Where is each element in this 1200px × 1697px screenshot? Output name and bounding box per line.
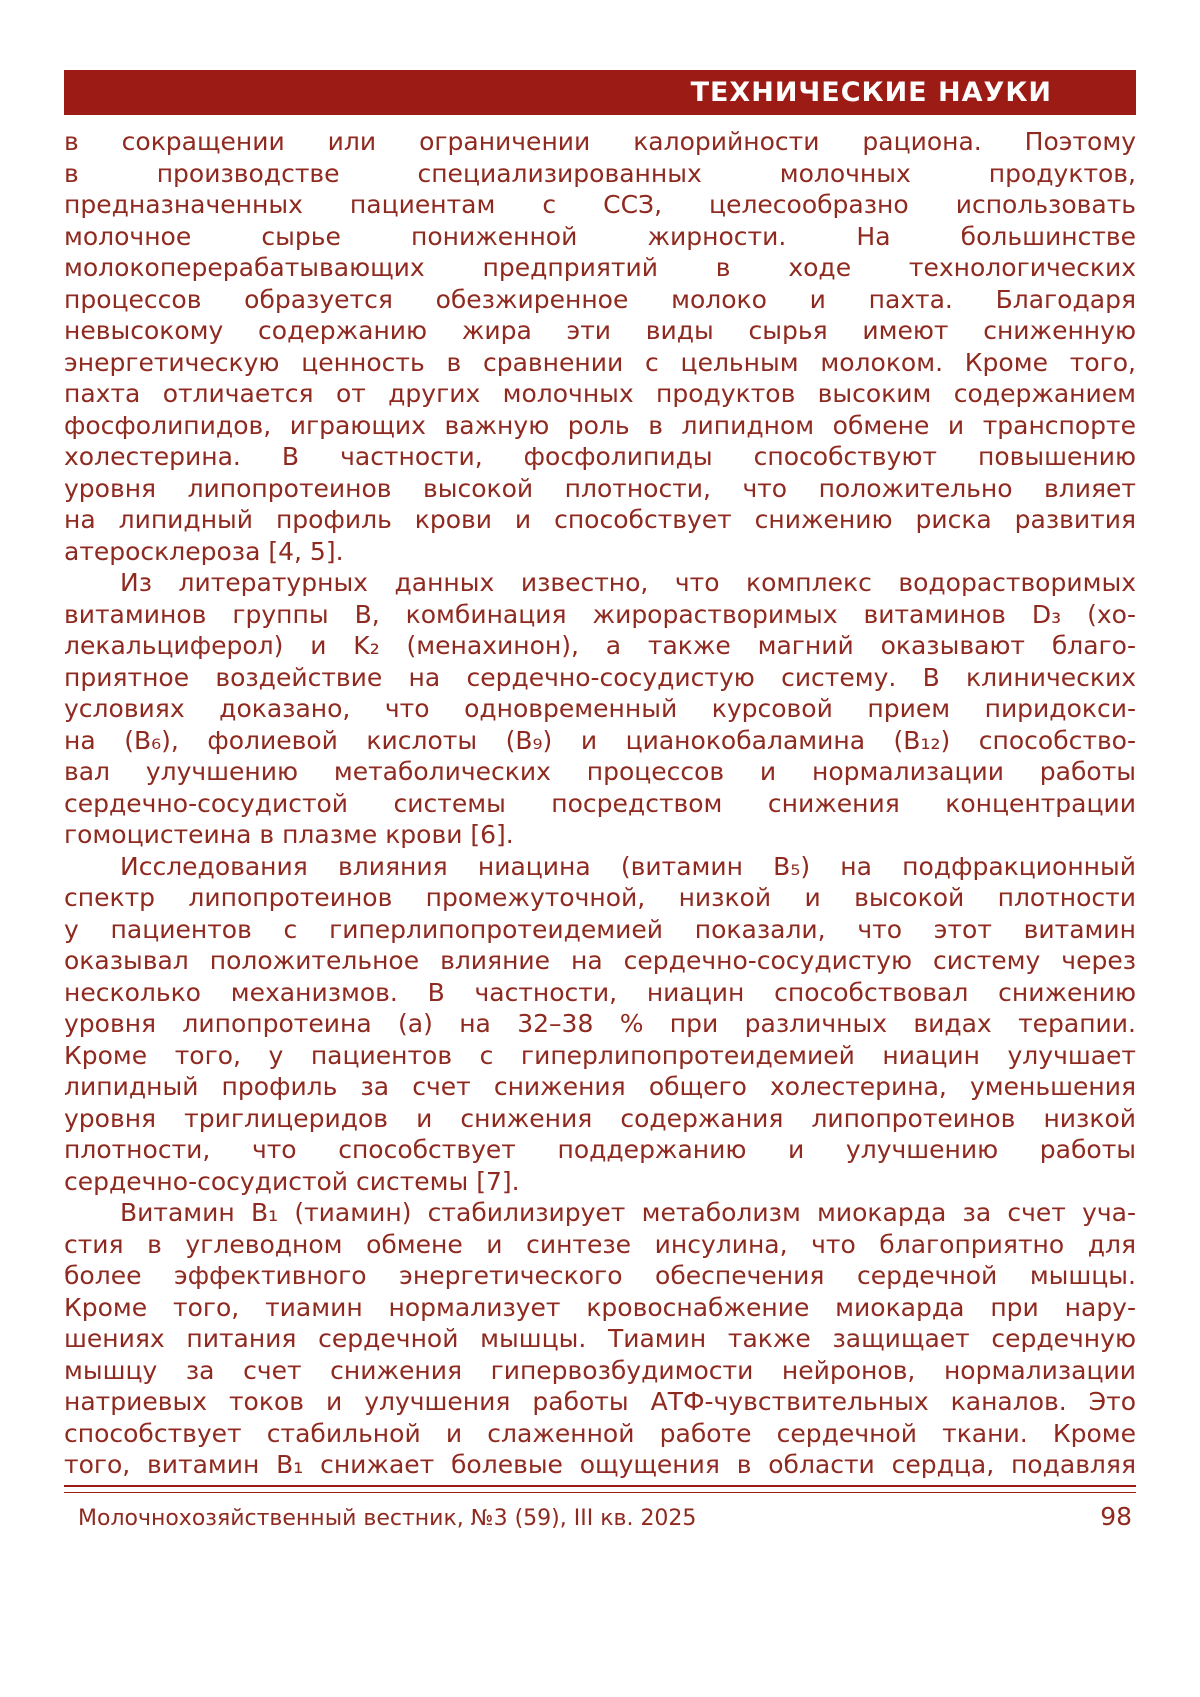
text-line: молочное сырье пониженной жирности. На большинстве [64, 221, 1136, 251]
text-line: в сокращении или ограничении калорийности рациона. Поэтому [64, 127, 1136, 156]
text-line: лекальциферол) и K₂ (менахинон), а также магний оказывают благо- [64, 631, 1136, 660]
text-line: на (B₆), фолиевой кислоты (B₉) и цианокобаламина (B₁₂) способство- [64, 725, 1136, 755]
text-line: невысокому содержанию жира эти виды сырья имеют сниженную [64, 316, 1136, 345]
text-line: плотности, что способствует поддержанию и улучшению работы [64, 1135, 1136, 1164]
text-line: Из литературных данных известно, что комплекс водорастворимых [120, 568, 1136, 597]
text-line: атеросклероза [4, 5]. [64, 536, 344, 566]
text-line: Исследования влияния ниацина (витамин B₅) на подфракционный [120, 851, 1136, 881]
text-line: способствует стабильной и слаженной работе сердечной ткани. Кроме [64, 1418, 1136, 1448]
paragraph [64, 851, 1136, 1198]
text-line: уровня липопротеинов высокой плотности, что положительно влияет [64, 473, 1136, 503]
text-line: Кроме того, у пациентов с гиперлипопротеидемией ниацин улучшает [64, 1040, 1136, 1070]
text-line: стия в углеводном обмене и синтезе инсулина, что благоприятно для [64, 1229, 1136, 1259]
text-line: того, витамин B₁ снижает болевые ощущения в области сердца, подавляя [64, 1450, 1136, 1479]
text-line: фосфолипидов, играющих важную роль в липидном обмене и транспорте [64, 410, 1136, 440]
text-line: условиях доказано, что одновременный курсовой прием пиридокси- [64, 694, 1136, 723]
paragraph [64, 567, 1136, 851]
text-line: молокоперерабатывающих предприятий в ходе технологических [64, 253, 1136, 282]
section-header-bar [64, 70, 1136, 115]
paragraph [64, 126, 1136, 567]
text-line: шениях питания сердечной мышцы. Тиамин также защищает сердечную [64, 1324, 1136, 1353]
text-line: процессов образуется обезжиренное молоко и пахта. Благодаря [64, 284, 1136, 314]
text-line: мышцу за счет снижения гипервозбудимости нейронов, нормализации [64, 1355, 1136, 1385]
text-line: вал улучшению метаболических процессов и нормализации работы [64, 757, 1136, 786]
journal-citation: Молочнохозяйственный вестник, №3 (59), III кв. 2025 [78, 1505, 697, 1531]
text-line: у пациентов с гиперлипопротеидемией показали, что этот витамин [64, 914, 1136, 944]
text-line: липидный профиль за счет снижения общего холестерина, уменьшения [64, 1072, 1136, 1101]
text-line: спектр липопротеинов промежуточной, низкой и высокой плотности [64, 883, 1136, 912]
text-line: гомоцистеина в плазме крови [6]. [64, 820, 514, 849]
text-line: на липидный профиль крови и способствует снижению риска развития [64, 505, 1136, 534]
text-line: приятное воздействие на сердечно-сосудистую систему. В клинических [64, 662, 1136, 692]
article-body [64, 126, 1136, 1481]
text-line: уровня липопротеина (а) на 32–38 % при различных видах терапии. [64, 1009, 1136, 1038]
section-title: ТЕХНИЧЕСКИЕ НАУКИ [690, 77, 1052, 108]
text-line: сердечно-сосудистой системы [7]. [64, 1166, 520, 1196]
paragraph [64, 1197, 1136, 1481]
footer-divider [64, 1485, 1136, 1493]
page-number: 98 [1100, 1501, 1132, 1531]
text-line: уровня триглицеридов и снижения содержания липопротеинов низкой [64, 1103, 1136, 1133]
text-line: холестерина. В частности, фосфолипиды способствуют повышению [64, 442, 1136, 471]
text-line: Кроме того, тиамин нормализует кровоснабжение миокарда при нару- [64, 1292, 1136, 1322]
text-line: в производстве специализированных молочных продуктов, [64, 158, 1136, 188]
text-line: оказывал положительное влияние на сердечно-сосудистую систему через [64, 946, 1136, 975]
text-line: витаминов группы B, комбинация жирорастворимых витаминов D₃ (хо- [64, 599, 1136, 629]
text-line: предназначенных пациентам с ССЗ, целесообразно использовать [64, 190, 1136, 219]
text-line: несколько механизмов. В частности, ниацин способствовал снижению [64, 977, 1136, 1007]
page-footer [64, 1493, 1136, 1531]
text-line: сердечно-сосудистой системы посредством снижения концентрации [64, 788, 1136, 818]
text-line: натриевых токов и улучшения работы АТФ-чувствительных каналов. Это [64, 1387, 1136, 1416]
text-line: энергетическую ценность в сравнении с цельным молоком. Кроме того, [64, 347, 1136, 377]
text-line: Витамин B₁ (тиамин) стабилизирует метаболизм миокарда за счет уча- [120, 1198, 1136, 1227]
text-line: более эффективного энергетического обеспечения сердечной мышцы. [64, 1261, 1136, 1290]
text-line: пахта отличается от других молочных продуктов высоким содержанием [64, 379, 1136, 408]
